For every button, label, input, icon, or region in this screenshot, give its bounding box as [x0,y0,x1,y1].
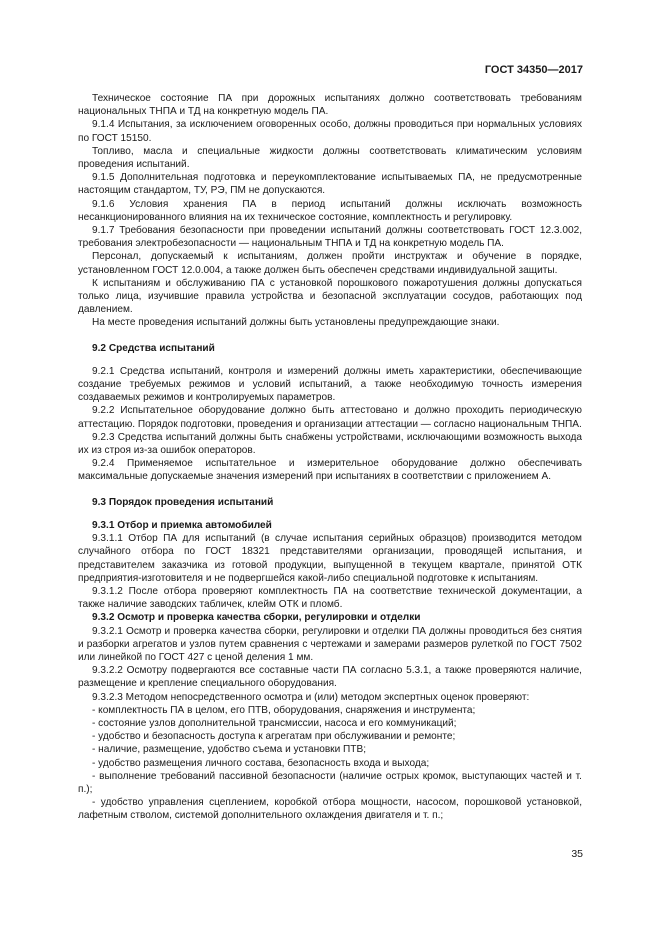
page-number: 35 [571,848,583,860]
paragraph: - комплектность ПА в целом, его ПТВ, оборудования, снаряжения и инструмента; [92,704,476,716]
paragraph: 9.3.2.1 Осмотр и проверка качества сборки, регулировки и отделки ПА должны проводиться без снятия и разборки агрегатов и узлов путем сравнения с чертежами и замерами размеров рулеткой по ГОСТ 7502 или линейкой по ГОСТ 427 с ценой деления 1 мм. [78,625,582,663]
paragraph: 9.1.6 Условия хранения ПА в период испытаний должны исключать возможность несанкционированного влияния на их техническое состояние, комплектность и регулировку. [78,198,582,223]
paragraph: - наличие, размещение, удобство съема и установки ПТВ; [92,744,366,756]
paragraph: 9.3.1.2 После отбора проверяют комплектность ПА на соответствие технической документации, а также наличие заводских табличек, клейм ОТК и пломб. [78,585,582,611]
paragraph: 9.2.3 Средства испытаний должны быть снабжены устройствами, исключающими возможность выхода их из строя из-за ошибок операторов. [78,431,582,457]
paragraph: - удобство размещения личного состава, безопасность входа и выхода; [92,757,430,769]
paragraph: - удобство и безопасность доступа к агрегатам при обслуживании и ремонте; [92,731,456,743]
paragraph: 9.1.7 Требования безопасности при проведении испытаний должны соответствовать ГОСТ 12.3.002, требования электробезопасности — национальным ТНПА и ТД на конкретную модель ПА. [78,225,582,250]
section-heading: 9.3.2 Осмотр и проверка качества сборки, регулировки и отделки [92,612,421,624]
paragraph: 9.3.1.1 Отбор ПА для испытаний (в случае испытания серийных образцов) производится методом случайного отбора по ГОСТ 18321 представителями организации, проводящей испытания, и представителем заказчика из готовой продукции, выпущенной в текущем квартале, принятой ОТК предприятия-изготовителя и не подвергшейся какой-либо специальной подготовке к испытаниям. [78,533,582,584]
section-heading: 9.3 Порядок проведения испытаний [92,496,274,508]
paragraph: Топливо, масла и специальные жидкости должны соответствовать климатическим условиям проведения испытаний. [78,145,582,171]
paragraph: На месте проведения испытаний должны быть установлены предупреждающие знаки. [92,317,500,329]
paragraph: 9.2.4 Применяемое испытательное и измерительное оборудование должно обеспечивать максимальные допускаемые значения измерений при испытаниях в соответствии с приложением А. [78,458,582,483]
paragraph: - состояние узлов дополнительной трансмиссии, насоса и его коммуникаций; [92,717,457,729]
paragraph: - удобство управления сцеплением, коробкой отбора мощности, насосом, порошковой установкой, лафетным стволом, системой дополнительного охлаждения двигателя и т. п.; [78,797,582,822]
paragraph: К испытаниям и обслуживанию ПА с установкой порошкового пожаротушения должны допускаться только лица, изучившие правила устройства и безопасной эксплуатации сосудов, работающих под давлением. [78,277,582,316]
section-heading: 9.3.1 Отбор и приемка автомобилей [92,519,272,531]
document-body [78,92,582,823]
paragraph: - выполнение требований пассивной безопасности (наличие острых кромок, выступающих частей и т. п.); [78,770,582,795]
paragraph: 9.1.4 Испытания, за исключением оговоренных особо, должны проводиться при нормальных условиях по ГОСТ 15150. [78,119,582,144]
paragraph: 9.2.1 Средства испытаний, контроля и измерений должны иметь характеристики, обеспечивающие создание требуемых режимов и условий испытаний, а также необходимую точность измерения создаваемых режимов и контролируемых параметров. [78,365,582,404]
paragraph: 9.2.2 Испытательное оборудование должно быть аттестовано и должно проходить периодическую аттестацию. Порядок подготовки, проведения и организации аттестации — согласно национальным ТНПА. [78,405,582,430]
paragraph: 9.1.5 Дополнительная подготовка и переукомплектование испытываемых ПА, не предусмотренные настоящим стандартом, ТУ, РЭ, ПМ не допускаются. [78,172,582,197]
section-heading: 9.2 Средства испытаний [92,342,215,354]
paragraph: 9.3.2.3 Методом непосредственного осмотра и (или) методом экспертных оценок проверяют: [92,691,530,703]
paragraph: Персонал, допускаемый к испытаниям, должен пройти инструктаж и обучение в порядке, установленном ГОСТ 12.0.004, а также должен быть обеспечен средствами индивидуальной защиты. [78,251,582,276]
document-code: ГОСТ 34350—2017 [484,64,583,76]
paragraph: 9.3.2.2 Осмотру подвергаются все составные части ПА согласно 5.3.1, а также проверяются наличие, размещение и крепление специального оборудования. [78,665,582,690]
paragraph: Техническое состояние ПА при дорожных испытаниях должно соответствовать требованиям национальных ТНПА и ТД на конкретную модель ПА. [78,93,582,118]
